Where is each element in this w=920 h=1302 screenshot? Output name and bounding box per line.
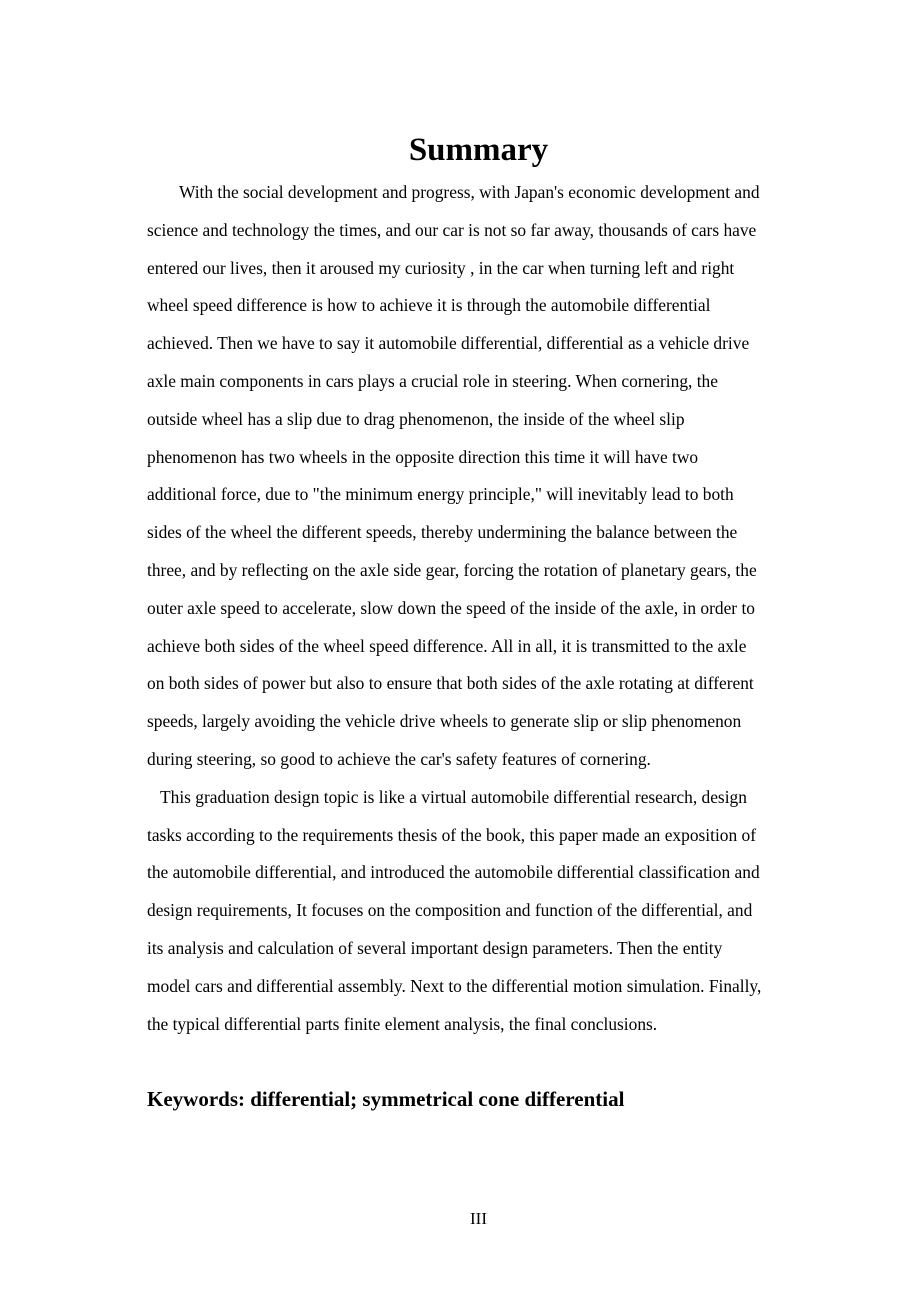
text-line: the typical differential parts finite element analysis, the final conclusions. [147, 1013, 658, 1034]
keywords-line: Keywords: differential; symmetrical cone differential [147, 1087, 625, 1111]
text-line: tasks according to the requirements thesis of the book, this paper made an exposition of [147, 824, 757, 845]
text-line: achieved. Then we have to say it automobile differential, differential as a vehicle drive [147, 333, 750, 354]
summary-body [147, 174, 817, 1043]
text-line: three, and by reflecting on the axle side gear, forcing the rotation of planetary gears, the [147, 559, 757, 580]
text-line: With the social development and progress, with Japan's economic development and [179, 182, 760, 202]
text-line: sides of the wheel the different speeds, thereby undermining the balance between the [147, 522, 738, 543]
text-line: on both sides of power but also to ensure that both sides of the axle rotating at different [147, 673, 754, 694]
page-title: Summary [408, 132, 549, 168]
text-line: speeds, largely avoiding the vehicle drive wheels to generate slip or slip phenomenon [147, 711, 742, 732]
text-line: outer axle speed to accelerate, slow down the speed of the inside of the axle, in order to [147, 597, 755, 618]
text-line: axle main components in cars plays a crucial role in steering. When cornering, the [147, 370, 718, 391]
paragraph-1 [147, 174, 817, 779]
text-line: wheel speed difference is how to achieve it is through the automobile differential [147, 295, 711, 316]
text-line: entered our lives, then it aroused my curiosity , in the car when turning left and right [147, 257, 735, 278]
text-line: science and technology the times, and our car is not so far away, thousands of cars have [147, 219, 757, 240]
paragraph-2 [147, 779, 817, 1044]
text-line: its analysis and calculation of several important design parameters. Then the entity [147, 937, 723, 958]
text-line: achieve both sides of the wheel speed difference. All in all, it is transmitted to the axle [147, 635, 747, 656]
paragraph-2-line-1 [147, 779, 817, 817]
text-line: This graduation design topic is like a virtual automobile differential research, design [160, 786, 747, 807]
text-line: the automobile differential, and introduced the automobile differential classification and [147, 862, 760, 883]
paragraph-1-line-1 [147, 174, 817, 212]
text-line: design requirements, It focuses on the composition and function of the differential, and [147, 900, 753, 921]
text-line: outside wheel has a slip due to drag phenomenon, the inside of the wheel slip [147, 408, 685, 429]
text-line: additional force, due to "the minimum energy principle," will inevitably lead to both [147, 484, 734, 505]
page-number: III [470, 1209, 487, 1228]
text-line: model cars and differential assembly. Next to the differential motion simulation. Finally, [147, 975, 762, 996]
text-line: phenomenon has two wheels in the opposite direction this time it will have two [147, 446, 699, 467]
text-line: during steering, so good to achieve the car's safety features of cornering. [147, 748, 651, 769]
